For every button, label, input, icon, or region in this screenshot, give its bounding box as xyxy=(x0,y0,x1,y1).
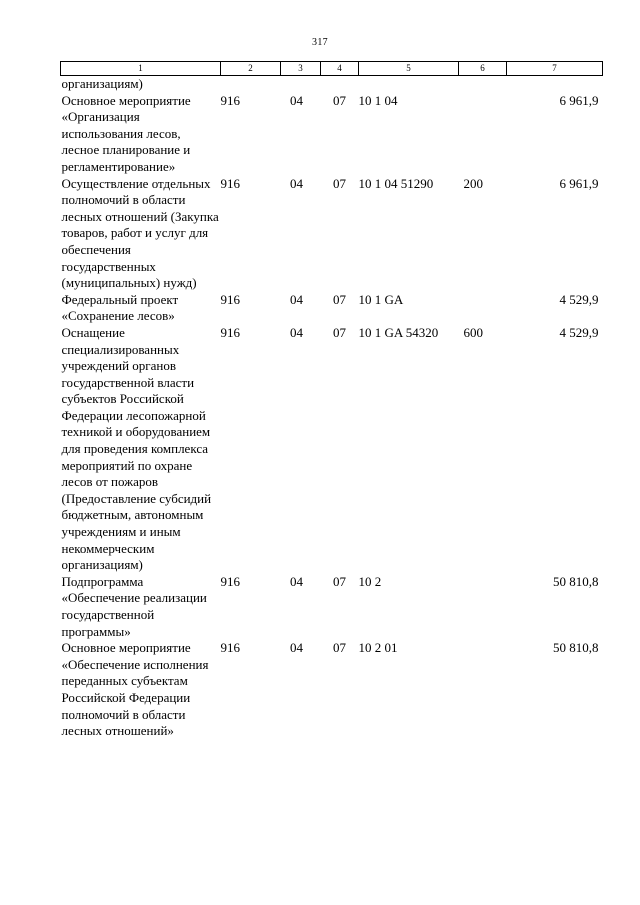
row-gr: 916 xyxy=(220,92,240,108)
row-vr xyxy=(459,574,507,640)
row-rz: 04 xyxy=(290,291,303,307)
row-rz: 04 xyxy=(290,324,303,340)
row-name: Оснащение специализированных учреждений органов государственной власти субъектов Российской Федерации лесопожарной техникой и оборудованием для проведения комплекса мероприятий по охране лесов от пожаров (Предоставление субсидий бюджетным, автономным учреждениям и иным некоммерческим организациям) xyxy=(61,324,212,573)
row-rz: 04 xyxy=(290,175,303,191)
row-pr: 07 xyxy=(333,291,346,307)
row-csr: 10 1 GA 54320 xyxy=(358,324,439,340)
row-sum: 50 810,8 xyxy=(553,573,599,589)
row-gr: 916 xyxy=(220,175,240,191)
table-row xyxy=(61,292,603,325)
row-sum: 6 961,9 xyxy=(559,92,599,108)
header-col-1: 1 xyxy=(61,62,221,76)
row-sum: 6 961,9 xyxy=(559,175,599,191)
header-col-7: 7 xyxy=(507,62,603,76)
row-sum: 4 529,9 xyxy=(559,324,599,340)
continuation-row xyxy=(61,76,603,93)
row-rz: 04 xyxy=(290,640,303,656)
budget-table xyxy=(60,61,602,740)
row-csr: 10 1 04 xyxy=(358,92,398,108)
row-vr: 600 xyxy=(463,324,483,340)
row-vr xyxy=(459,292,507,325)
header-col-6: 6 xyxy=(459,62,507,76)
table-row xyxy=(61,176,603,292)
row-csr: 10 2 xyxy=(358,573,382,589)
continuation-text: организациям) xyxy=(61,76,143,91)
table-row xyxy=(61,93,603,176)
row-name: Подпрограмма «Обеспечение реализации государственной программы» xyxy=(61,573,207,639)
row-gr: 916 xyxy=(220,640,240,656)
table-row xyxy=(61,640,603,740)
row-gr: 916 xyxy=(220,573,240,589)
row-vr: 200 xyxy=(463,175,483,191)
row-vr xyxy=(459,93,507,176)
row-rz: 04 xyxy=(290,573,303,589)
table-header-row xyxy=(61,62,603,76)
row-pr: 07 xyxy=(333,324,346,340)
header-col-3: 3 xyxy=(281,62,321,76)
header-col-4: 4 xyxy=(321,62,359,76)
header-col-5: 5 xyxy=(359,62,459,76)
row-sum: 4 529,9 xyxy=(559,291,599,307)
row-pr: 07 xyxy=(333,92,346,108)
row-pr: 07 xyxy=(333,573,346,589)
table-row xyxy=(61,325,603,574)
row-name: Федеральный проект «Сохранение лесов» xyxy=(61,291,179,324)
row-pr: 07 xyxy=(333,175,346,191)
row-csr: 10 1 GA xyxy=(358,291,404,307)
row-sum: 50 810,8 xyxy=(553,640,599,656)
row-name: Осуществление отдельных полномочий в области лесных отношений (Закупка товаров, работ и услуг для обеспечения государственных (муниципальных) нужд) xyxy=(61,175,219,291)
row-name: Основное мероприятие «Обеспечение исполнения переданных субъектам Российской Федерации полномочий в области лесных отношений» xyxy=(61,640,209,739)
row-vr xyxy=(459,640,507,740)
row-csr: 10 1 04 51290 xyxy=(358,175,434,191)
row-gr: 916 xyxy=(220,324,240,340)
header-col-2: 2 xyxy=(221,62,281,76)
row-name: Основное мероприятие «Организация использования лесов, лесное планирование и регламентирование» xyxy=(61,92,191,174)
table-row xyxy=(61,574,603,640)
page-number: 317 xyxy=(312,37,328,48)
row-pr: 07 xyxy=(333,640,346,656)
row-gr: 916 xyxy=(220,291,240,307)
row-rz: 04 xyxy=(290,92,303,108)
row-csr: 10 2 01 xyxy=(358,640,398,656)
